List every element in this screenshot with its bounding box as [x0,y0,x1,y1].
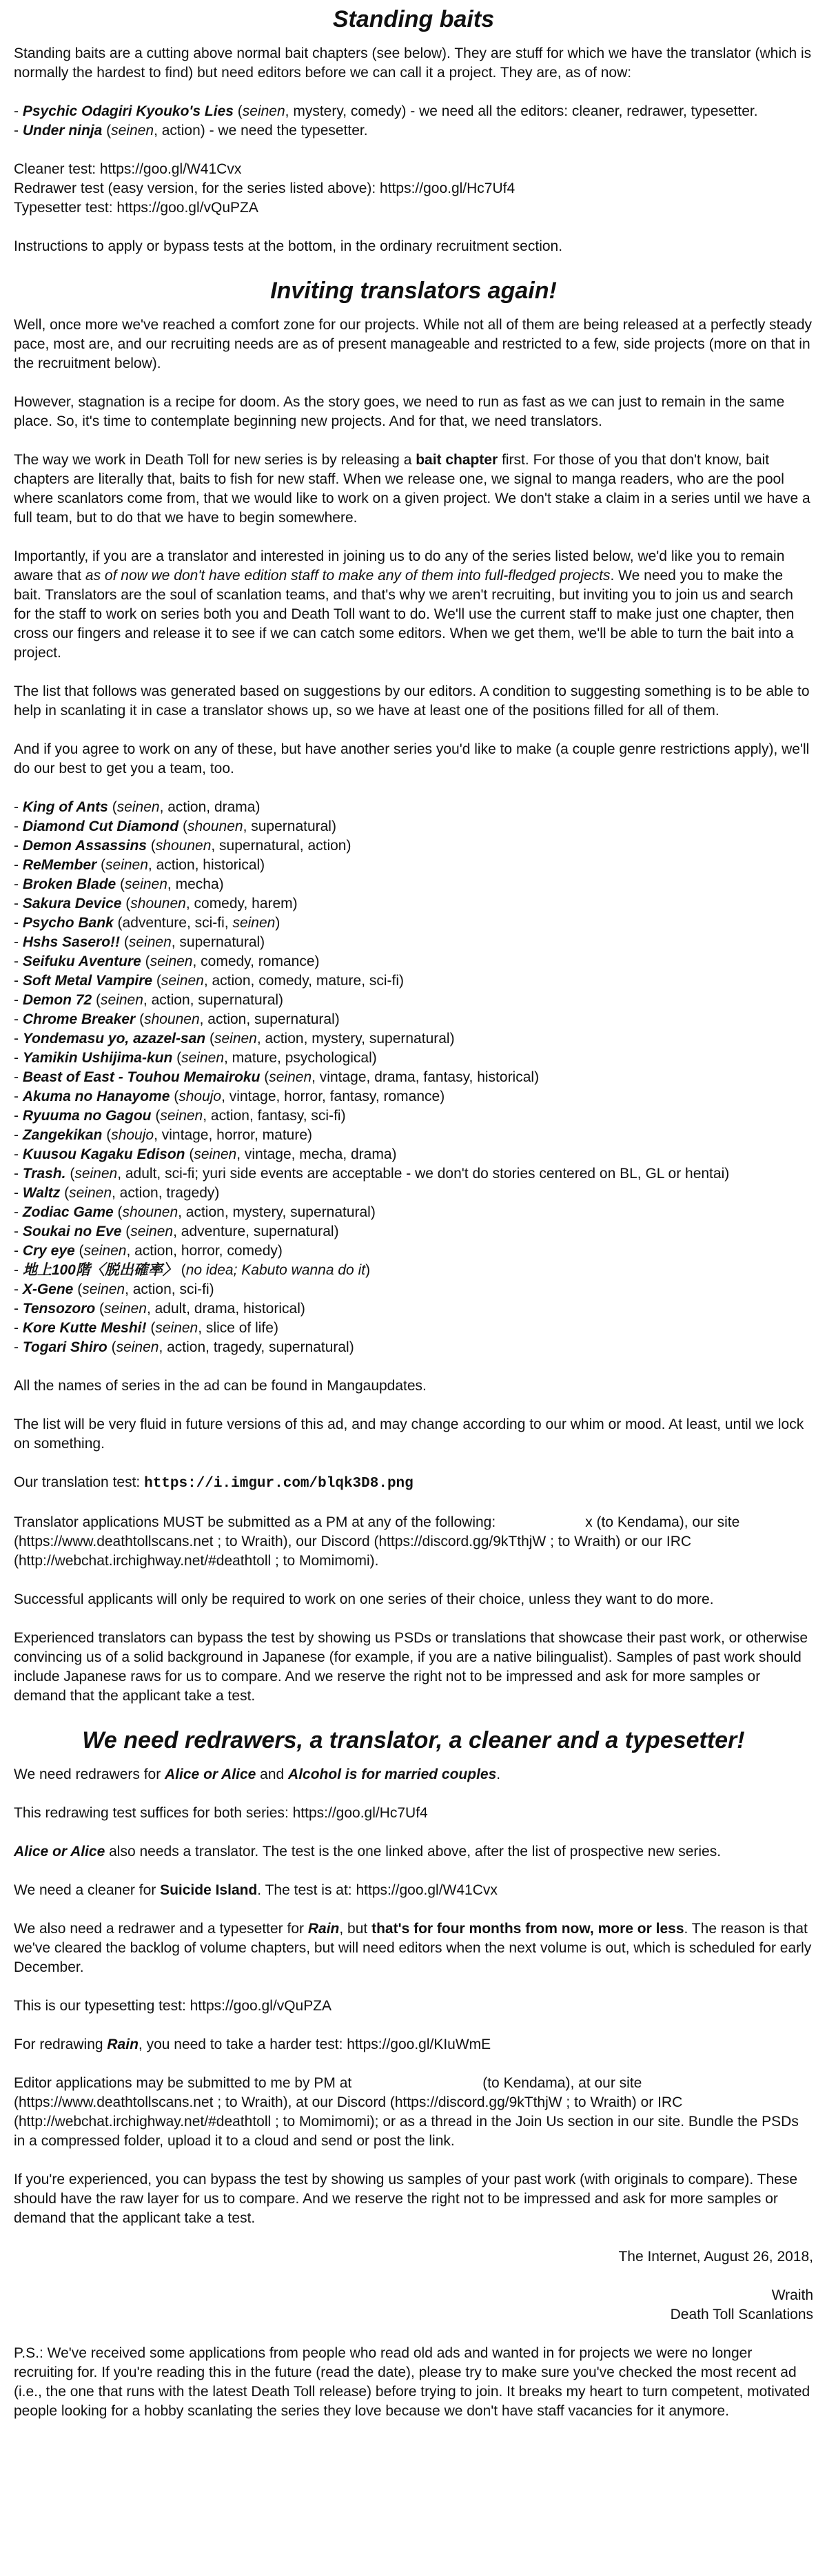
series-item: - 地上100階〈脱出確率〉 (no idea; Kabuto wanna do it) [14,1262,371,1278]
translation-test-link[interactable]: https://i.imgur.com/blqk3D8.png [144,1476,414,1492]
series-item: - Trash. (seinen, adult, sci-fi; yuri side events are acceptable - we don't do stories centered on BL, GL or hentai) [14,1166,730,1182]
paragraph: If you're experienced, you can bypass the test by showing us samples of your past work (with originals to compare). These should have the raw layer for us to compare. And we reserve the right not to be impressed and ask for more samples or demand that the applicant take a test. [14,2172,798,2226]
series-item: - Broken Blade (seinen, mecha) [14,876,224,892]
series-item: - Waltz (seinen, action, tragedy) [14,1185,220,1201]
series-item: - Yamikin Ushijima-kun (seinen, mature, psychological) [14,1050,377,1066]
paragraph: And if you agree to work on any of these, but have another series you'd like to make (a couple genre restrictions apply), we'll do our best to get you a team, too. [14,741,810,776]
series-item: - Seifuku Aventure (seinen, comedy, romance) [14,954,320,969]
series-item: - Kore Kutte Meshi! (seinen, slice of life) [14,1320,278,1336]
paragraph: Well, once more we've reached a comfort zone for our projects. While not all of them are being released at a perfectly steady pace, most are, and our recruiting needs are as of present manageable and restricted to a few, side projects (more on that in the recruitment below). [14,317,813,371]
test-links [14,160,813,218]
paragraph: This is our typesetting test: https://goo.gl/vQuPZA [14,1998,332,2014]
series-item: - Tensozoro (seinen, adult, drama, historical) [14,1301,305,1317]
postscript: P.S.: We've received some applications from people who read old ads and wanted in for projects we were no longer recruiting for. If you're reading this in the future (read the date), please try to make sure you've checked the most recent ad (i.e., the one that runs with the latest Death Toll release) before trying to join. It breaks my heart to turn competent, motivated people looking for a hobby scanlating the series they love because we don't have staff vacancies for it anymore. [14,2345,810,2419]
series-item: - Demon 72 (seinen, action, supernatural) [14,992,284,1008]
series-item: - Sakura Device (shounen, comedy, harem) [14,896,298,911]
series-item: - Yondemasu yo, azazel-san (seinen, action, mystery, supernatural) [14,1031,455,1047]
typesetter-test-line: Typesetter test: https://goo.gl/vQuPZA [14,200,258,216]
paragraph: Translator applications MUST be submitted as a PM at any of the following: x (to Kendama), our site (https://www.deathtollscans.net ; to Wraith), our Discord (https://discord.gg/9kTthjW ; to Wraith) or our IRC (http://webchat.irchighway.net/#deathtoll ; to Momimomi). [14,1514,740,1569]
paragraph: Experienced translators can bypass the test by showing us PSDs or translations that showcase their past work, or otherwise convincing us of a solid background in Japanese (for example, if you are a native bilingualist). Samples of past work should include Japanese raws for us to compare. And we reserve the right not to be impressed and ask for more samples or demand that the applicant take a test. [14,1630,808,1704]
series-list [14,798,813,1357]
signature-name: Wraith [771,2287,813,2303]
redrawers-heading: We need redrawers, a translator, a cleaner and a typesetter! [82,1727,745,1753]
standing-baits-intro: Standing baits are a cutting above normal bait chapters (see below). They are stuff for which we have the translator (which is normally the hardest to find) but need editors before we can call it a project. They are, as of now: [14,45,812,81]
translation-test: Our translation test: https://i.imgur.com/blqk3D8.png [14,1474,414,1492]
paragraph: The way we work in Death Toll for new series is by releasing a bait chapter first. For those of you that don't know, bait chapters are literally that, baits to fish for new staff. When we release one, we signal to manga readers, who are the pool where scanlators come from, that we would like to work on a given project. We don't stake a claim in a series until we have a full team, but to do that we have to begin somewhere. [14,452,810,526]
paragraph: The list that follows was generated based on suggestions by our editors. A condition to suggesting something is to be able to help in scanlating it in case a translator shows up, so we have at least one of the positions filled for all of them. [14,683,810,719]
series-item: - Zodiac Game (shounen, action, mystery, supernatural) [14,1204,376,1220]
paragraph: All the names of series in the ad can be found in Mangaupdates. [14,1378,427,1394]
series-item: - Beast of East - Touhou Memairoku (seinen, vintage, drama, fantasy, historical) [14,1069,540,1085]
paragraph: However, stagnation is a recipe for doom. As the story goes, we need to run as fast as we can just to remain in the same place. So, it's time to contemplate beginning new projects. And for that, we need translators. [14,394,785,429]
series-item: - Kuusou Kagaku Edison (seinen, vintage, mecha, drama) [14,1146,397,1162]
paragraph: We need redrawers for Alice or Alice and Alcohol is for married couples. [14,1766,501,1782]
series-item: - Hshs Sasero!! (seinen, supernatural) [14,934,265,950]
series-item: - Akuma no Hanayome (shoujo, vintage, horror, fantasy, romance) [14,1089,445,1104]
paragraph: The list will be very fluid in future versions of this ad, and may change according to our whim or mood. At least, until we lock on something. [14,1416,804,1452]
series-item: - Ryuuma no Gagou (seinen, action, fantasy, sci-fi) [14,1108,346,1124]
series-item: - Diamond Cut Diamond (shounen, supernatural) [14,818,336,834]
cleaner-test-line: Cleaner test: https://goo.gl/W41Cvx [14,161,242,177]
paragraph: For redrawing Rain, you need to take a harder test: https://goo.gl/KIuWmE [14,2037,491,2052]
signature-date: The Internet, August 26, 2018, [618,2249,813,2265]
paragraph: Successful applicants will only be required to work on one series of their choice, unless they want to do more. [14,1591,714,1607]
paragraph: Importantly, if you are a translator and interested in joining us to do any of the series listed below, we'd like you to remain aware that as of now we don't have edition staff to make any of them into full-fledged projects. We need you to make the bait. Translators are the soul of scanlation teams, and that's why we aren't recruiting, but inviting you to join us and search for the staff to work on series both you and Death Toll want to do. We'll use the current staff to make just one chapter, then cross our fingers and release it to see if we can catch some editors. When we get them, we'll be able to turn the bait into a project. [14,548,795,661]
series-item: - ReMember (seinen, action, historical) [14,857,265,873]
standing-baits-heading: Standing baits [332,6,495,32]
list-item: - Psychic Odagiri Kyouko's Lies (seinen, mystery, comedy) - we need all the editors: cleaner, redrawer, typesetter. [14,103,758,119]
series-item: - King of Ants (seinen, action, drama) [14,799,261,815]
paragraph: We need a cleaner for Suicide Island. The test is at: https://goo.gl/W41Cvx [14,1882,498,1898]
series-item: - Cry eye (seinen, action, horror, comedy) [14,1243,283,1259]
instructions-note: Instructions to apply or bypass tests at the bottom, in the ordinary recruitment section. [14,238,563,254]
list-item: - Under ninja (seinen, action) - we need the typesetter. [14,123,368,138]
paragraph: Alice or Alice also needs a translator. The test is the one linked above, after the list of prospective new series. [14,1844,722,1859]
inviting-translators-heading: Inviting translators again! [270,278,557,304]
redrawer-test-line: Redrawer test (easy version, for the series listed above): https://goo.gl/Hc7Uf4 [14,181,515,196]
series-item: - Psycho Bank (adventure, sci-fi, seinen) [14,915,280,931]
signature-group: Death Toll Scanlations [670,2307,813,2322]
paragraph: This redrawing test suffices for both series: https://goo.gl/Hc7Uf4 [14,1805,428,1821]
standing-baits-list [14,102,813,141]
paragraph: Editor applications may be submitted to me by PM at (to Kendama), at our site (https://www.deathtollscans.net ; to Wraith), at our Discord (https://discord.gg/9kTthjW ; to Wraith) or IRC (http://webchat.irchighway.net/#deathtoll ; to Momimomi); or as a thread in the Join Us section in our site. Bundle the PSDs in a compressed folder, upload it to a cloud and send or post the link. [14,2075,799,2149]
series-item: - Demon Assassins (shounen, supernatural, action) [14,838,351,854]
series-item: - Togari Shiro (seinen, action, tragedy, supernatural) [14,1339,354,1355]
series-item: - Soukai no Eve (seinen, adventure, supernatural) [14,1224,339,1239]
series-item: - Zangekikan (shoujo, vintage, horror, mature) [14,1127,313,1143]
paragraph: We also need a redrawer and a typesetter for Rain, but that's for four months from now, more or less. The reason is that we've cleared the backlog of volume chapters, but will need editors when the next volume is out, which is scheduled for early December. [14,1921,812,1975]
series-item: - Chrome Breaker (shounen, action, supernatural) [14,1011,340,1027]
series-item: - X-Gene (seinen, action, sci-fi) [14,1281,214,1297]
series-item: - Soft Metal Vampire (seinen, action, comedy, mature, sci-fi) [14,973,405,989]
